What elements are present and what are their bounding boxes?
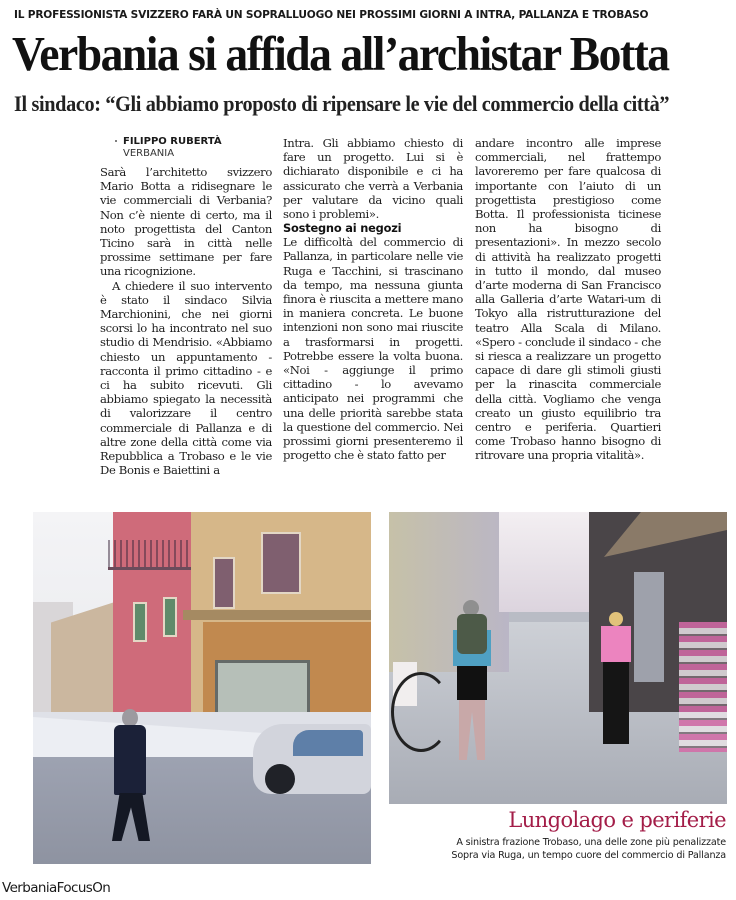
photo-sky (499, 512, 589, 612)
photo-cyclist-legs (459, 700, 485, 760)
paragraph: Le difficoltà del commercio di Pallanza, in particolare nelle vie Ruga e Tacchini, si trascinano da tempo, ma nessuna giunta finora è riuscita a mettere mano in maniera concreta. Le buone intenzioni non sono mai riuscite a trasformarsi in progetti. Potrebbe essere la volta buona. «Noi - aggiunge il primo cittadino - lo avevamo anticipato nei programmi che una delle priorità sarebbe stata la questione del commercio. Nei prossimi giorni presenteremo il progetto che è stato fatto per (283, 235, 463, 463)
kicker: IL PROFESSIONISTA SVIZZERO FARÀ UN SOPRALLUOGO NEI PROSSIMI GIORNI A INTRA, PALLANZA E TROBASO (14, 9, 649, 21)
paragraph: A chiedere il suo intervento è stato il sindaco Silvia Marchionini, che nei giorni scorsi lo ha incontrato nel suo studio di Mendrisio. «Abbiamo chiesto un appuntamento - racconta il primo cittadino - e ci ha subito ricevuti. Gli abbiamo spiegato la necessità di valorizzare il centro commerciale di Pallanza e di altre zone della città come via Repubblica a Trobaso e le vie De Bonis e Baiettini a (100, 278, 272, 478)
photo-trobaso-street (33, 512, 371, 864)
photo-woman-head (609, 612, 623, 626)
photo-woman (599, 612, 633, 747)
photo-window (133, 602, 147, 642)
photo-pedestrian-coat (114, 725, 146, 795)
photo-shop-window (215, 660, 310, 720)
photo-ledge (183, 610, 371, 620)
photo-pedestrian-legs (112, 793, 150, 841)
byline (123, 136, 222, 160)
photo-shoe-rack (679, 622, 727, 752)
paragraph: andare incontro alle imprese commerciali, nel frattempo lavoreremo per fare qualcosa di importante con l’aiuto di un progettista prestigioso come Botta. Il professionista ticinese non ha bisogno di presentazioni». In mezzo secolo di attività ha realizzato progetti in tutto il mondo, dal museo d’arte moderna di San Francisco alla Galleria d’arte Watari-um di Tokyo alla ristrutturazione del teatro Alla Scala di Milano. «Spero - conclude il sindaco - che si riesca a realizzare un progetto capace di dare gli stimoli giusti per la rinascita commerciale della città. Vogliamo che venga creato un giusto equilibrio tra centro e periferia. Quartieri come Trobaso hanno bisogno di ritrovare una propria vitalità». (475, 136, 661, 463)
photo-car (253, 724, 371, 794)
photo-woman-shirt (601, 626, 631, 662)
caption-title: Lungolago e periferie (508, 808, 726, 832)
photo-pedestrian (108, 709, 152, 844)
photo-door (634, 572, 664, 682)
photo-via-ruga (389, 512, 727, 804)
caption-line: Sopra via Ruga, un tempo cuore del commercio di Pallanza (451, 850, 726, 861)
photo-window (213, 557, 235, 609)
photo-cyclist-backpack (457, 614, 487, 654)
paragraph: Sarà l’architetto svizzero Mario Botta a ridisegnare le vie commerciali di Verbania? Non c’è niente di certo, ma il noto progettista del Canton Ticino sarà in città nelle prossime settimane per fare una ricognizione. (100, 165, 272, 279)
photo-bicycle (391, 672, 451, 752)
subhead: Il sindaco: “Gli abbiamo proposto di ripensare le vie del commercio della città” (14, 91, 670, 116)
article-column-3 (475, 136, 661, 463)
byline-location: VERBANIA (123, 148, 175, 159)
photo-woman-pants (603, 662, 629, 744)
article-column-2 (283, 136, 463, 462)
headline: Verbania si affida all’archistar Botta (12, 26, 669, 81)
photo-balcony (108, 540, 193, 570)
photo-window (261, 532, 301, 594)
section-subtitle: Sostegno ai negozi (283, 221, 402, 236)
photo-window (163, 597, 177, 637)
photo-car-wheel (265, 764, 295, 794)
caption-line: A sinistra frazione Trobaso, una delle zone più penalizzate (456, 837, 726, 848)
byline-bullet-icon (115, 140, 117, 142)
paragraph: Intra. Gli abbiamo chiesto di fare un progetto. Lui si è dichiarato disponibile e ci ha assicurato che verrà a Verbania per valutare da vicino quali sono i problemi». (283, 136, 463, 222)
photo-cyclist-shorts (457, 666, 487, 700)
watermark: VerbaniaFocusOn (2, 880, 111, 896)
article-column-1 (100, 165, 272, 477)
byline-author: FILIPPO RUBERTÀ (123, 136, 222, 147)
photo-car-window (293, 730, 363, 756)
photo-cyclist (449, 600, 493, 770)
caption-text (396, 836, 726, 862)
